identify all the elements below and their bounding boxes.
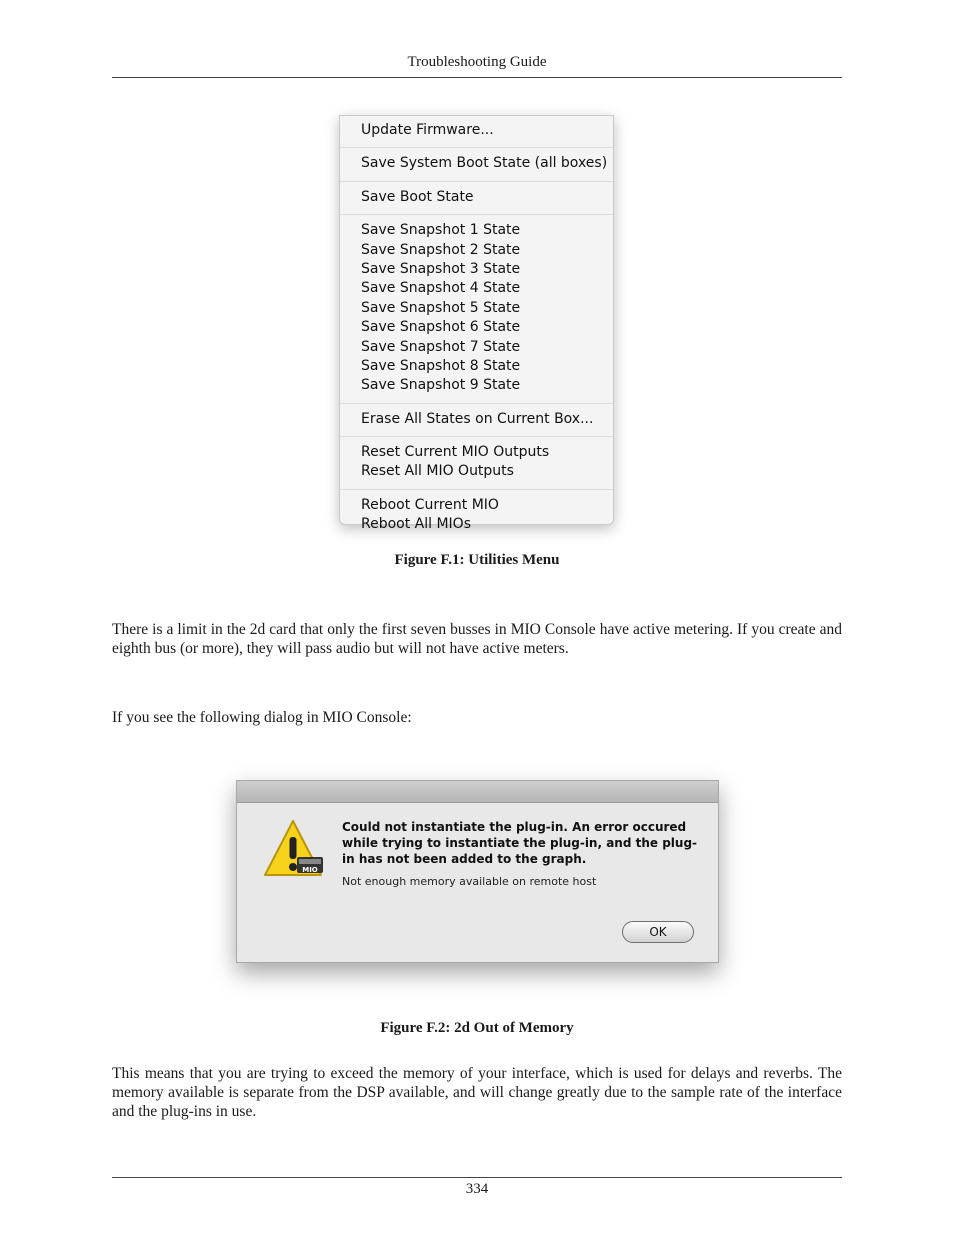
menu-item[interactable]: Save Snapshot 6 State [361, 319, 521, 336]
menu-item[interactable]: Save Snapshot 2 State [361, 241, 521, 258]
menu-item[interactable]: Save System Boot State (all boxes) [361, 155, 608, 172]
menu-item[interactable]: Save Snapshot 1 State [361, 222, 521, 239]
header-rule [112, 77, 842, 78]
figure-1-caption: Figure F.1: Utilities Menu [394, 552, 560, 568]
menu-item[interactable]: Save Boot State [361, 188, 474, 205]
menu-item[interactable]: Save Snapshot 3 State [361, 260, 521, 277]
menu-separator [340, 181, 613, 182]
menu-item[interactable]: Save Snapshot 8 State [361, 357, 521, 374]
menu-item[interactable]: Save Snapshot 4 State [361, 280, 521, 297]
paragraph-dialog-intro: If you see the following dialog in MIO Console: [112, 709, 412, 726]
menu-group [340, 408, 613, 433]
running-header: Troubleshooting Guide [407, 54, 547, 70]
menu-group [340, 152, 613, 177]
dialog-message: Could not instantiate the plug-in. An error occured while trying to instantiate the plug-in, and the plug-in has not been added to the graph. [342, 820, 698, 866]
page-number: 334 [465, 1181, 489, 1197]
menu-separator [340, 436, 613, 437]
menu-group [340, 219, 613, 400]
menu-item[interactable]: Save Snapshot 9 State [361, 377, 521, 394]
footer-rule [112, 1177, 842, 1178]
menu-item[interactable]: Reboot Current MIO [361, 496, 499, 513]
utilities-menu [339, 115, 614, 533]
menu-separator [340, 147, 613, 148]
dialog-titlebar [237, 781, 718, 803]
menu-group [340, 186, 613, 211]
menu-item[interactable]: Reset All MIO Outputs [361, 463, 514, 480]
menu-group [340, 441, 613, 486]
menu-separator [340, 214, 613, 215]
menu-group [340, 119, 613, 144]
figure-2-caption: Figure F.2: 2d Out of Memory [380, 1020, 574, 1036]
menu-item[interactable]: Save Snapshot 7 State [361, 338, 521, 355]
paragraph-memory-explanation: This means that you are trying to exceed the memory of your interface, which is used for delays and reverbs. The memory available is separate from the DSP available, and will change greatly due to the sample rate of the interface and the plug-ins in use. [112, 1065, 842, 1120]
menu-group [340, 494, 613, 539]
menu-item[interactable]: Reset Current MIO Outputs [361, 444, 550, 461]
mio-badge-text: MIO [302, 866, 318, 874]
menu-item[interactable]: Erase All States on Current Box... [361, 410, 594, 427]
menu-separator [340, 403, 613, 404]
error-dialog [236, 780, 719, 963]
dialog-info-text: Not enough memory available on remote host [342, 875, 597, 888]
warning-icon [263, 819, 327, 883]
paragraph-metering-limit: There is a limit in the 2d card that only the first seven busses in MIO Console have active metering. If you create and eighth bus (or more), they will pass audio but will not have active meters. [112, 621, 842, 657]
menu-item[interactable]: Reboot All MIOs [361, 516, 471, 533]
menu-item[interactable]: Save Snapshot 5 State [361, 299, 521, 316]
menu-item[interactable]: Update Firmware... [361, 122, 494, 138]
ok-button[interactable]: OK [622, 921, 694, 943]
menu-separator [340, 489, 613, 490]
